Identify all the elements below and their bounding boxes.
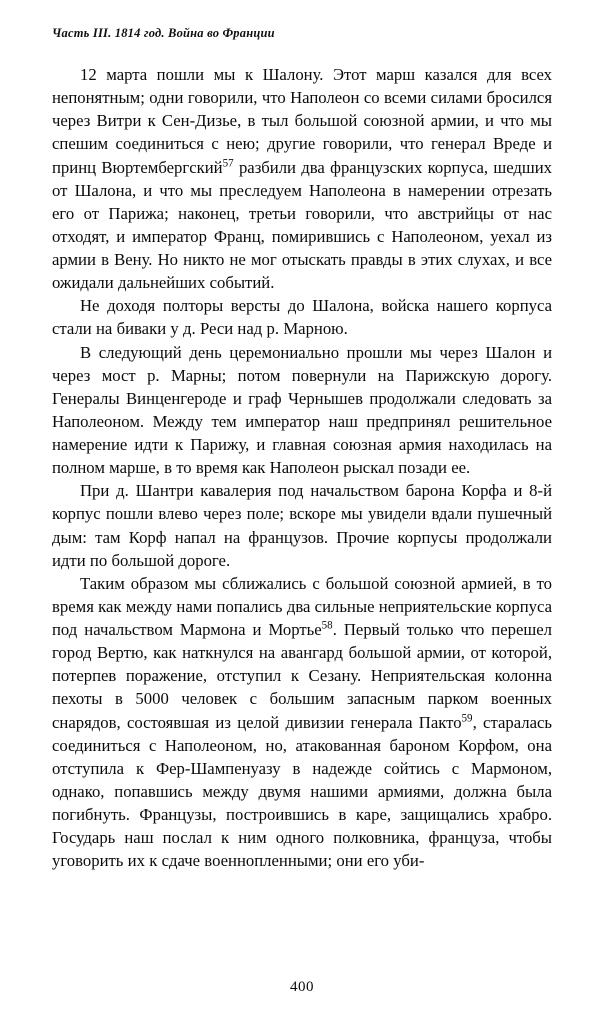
page-number: 400 bbox=[290, 979, 314, 995]
paragraph: В следующий день церемониально прошли мы через Шалон и через мост р. Марны; потом повернули на Парижскую дорогу. Генералы Винценгероде и граф Чернышев продолжали следовать за Наполеоном. Между тем император наш предпринял решительное намерение идти к Парижу, и главная союзная армия находилась на полном марше, в то время как Наполеон рыскал позади ее. bbox=[52, 342, 552, 478]
paragraph: 12 марта пошли мы к Шалону. Этот марш казался для всех непонятным; одни говорили, что Наполеон со всеми силами бросился через Витри к Сен-Дизье, в тыл большой союзной армии, и что мы спешим соединиться с нею; другие говорили, что генерал Вреде и принц Вюртембергский$^{57}$ разбили два французских корпуса, шедших от Шалона, и что мы преследуем Наполеона в намерении отрезать его от Парижа; наконец, третьи говорили, что австрийцы от нас отходят, и император Франц, помирившись с Наполеоном, уехал из армии в Вену. Но никто не мог отыскать правды в этих слухах, и все ожидали дальнейших событий. bbox=[52, 65, 552, 293]
footnote-marker[interactable]: 58 bbox=[321, 619, 333, 632]
footnote-marker[interactable]: 59 bbox=[461, 711, 473, 724]
paragraph: Не доходя полторы версты до Шалона, войска нашего корпуса стали на биваки у д. Реси над р. Марною. bbox=[52, 296, 552, 339]
body-text bbox=[52, 63, 552, 965]
paragraph: Таким образом мы сближались с большой союзной армией, в то время как между нами попались два сильные неприятельские корпуса под начальством Мармона и Мортье$^{58}$. Первый только что перешел город Вертю, как наткнулся на авангард большой армии, от которой, потерпев поражение, отступил к Сезану. Неприятельская колонна пехоты в 5000 человек с большим запасным парком военных снарядов, состоявшая из целой дивизии генерала Пакто$^{59}$, старалась соединиться с Наполеоном, но, атакованная бароном Корфом, она отступила к Фер-Шампенуазу в надежде сойтись с Мармоном, однако, попавшись между двумя нашими армиями, должна была погибнуть. Французы, построившись в каре, защищались храбро. Государь наш послал к ним одного полковника, француза, чтобы уговорить их к сдаче военнопленными; они его уби- bbox=[52, 573, 552, 871]
paragraph: При д. Шантри кавалерия под начальством барона Корфа и 8-й корпус пошли влево через поле; вскоре мы увидели вдали пушечный дым: там Корф напал на французов. Прочие корпусы продолжали идти по большой дороге. bbox=[52, 481, 552, 570]
running-head: Часть III. 1814 год. Война во Франции bbox=[52, 26, 275, 40]
footnote-marker[interactable]: 57 bbox=[222, 156, 234, 169]
